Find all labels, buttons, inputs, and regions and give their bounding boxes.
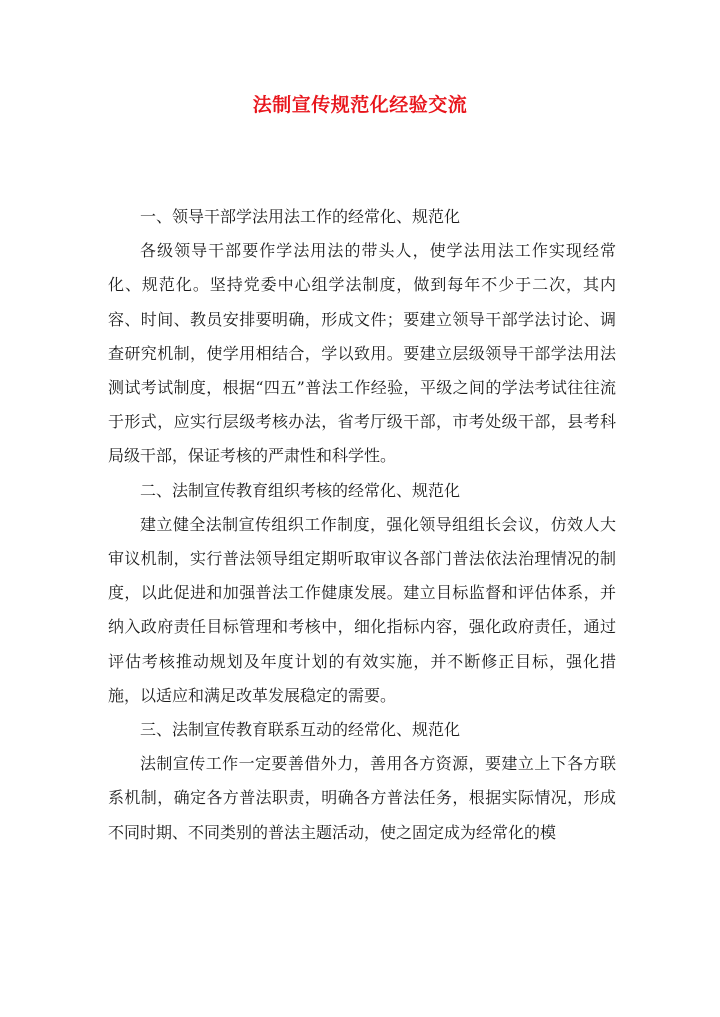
section-heading-2: 二、法制宣传教育组织考核的经常化、规范化 <box>140 480 461 500</box>
section-paragraph-3: 法制宣传工作一定要善借外力，善用各方资源，要建立上下各方联系机制，确定各方普法职责，明确各方普法任务，根据实际情况，形成不同时期、不同类别的普法主题活动，使之固定成为经常化的模 <box>108 754 616 842</box>
document-body <box>108 200 616 850</box>
section-heading-1: 一、领导干部学法用法工作的经常化、规范化 <box>140 207 461 226</box>
section-heading-3: 三、法制宣传教育联系互动的经常化、规范化 <box>140 720 461 740</box>
document-title: 法制宣传规范化经验交流 <box>252 94 468 116</box>
section-paragraph-2: 建立健全法制宣传组织工作制度，强化领导组组长会议，仿效人大审议机制，实行普法领导组定期听取审议各部门普法依法治理情况的制度，以此促进和加强普法工作健康发展。建立目标监督和评估体系，并纳入政府责任目标管理和考核中，细化指标内容，强化政府责任，通过评估考核推动规划及年度计划的有效实施，并不断修正目标，强化措施，以适应和满足改革发展稳定的需要。 <box>108 514 616 705</box>
section-paragraph-1: 各级领导干部要作学法用法的带头人，使学法用法工作实现经常化、规范化。坚持党委中心组学法制度，做到每年不少于二次，其内容、时间、教员安排要明确，形成文件；要建立领导干部学法讨论、调查研究机制，使学用相结合，学以致用。要建立层级领导干部学法用法测试考试制度，根据“四五”普法工作经验，平级之间的学法考试往往流于形式，应实行层级考核办法，省考厅级干部，市考处级干部，县考科局级干部，保证考核的严肃性和科学性。 <box>108 241 616 466</box>
